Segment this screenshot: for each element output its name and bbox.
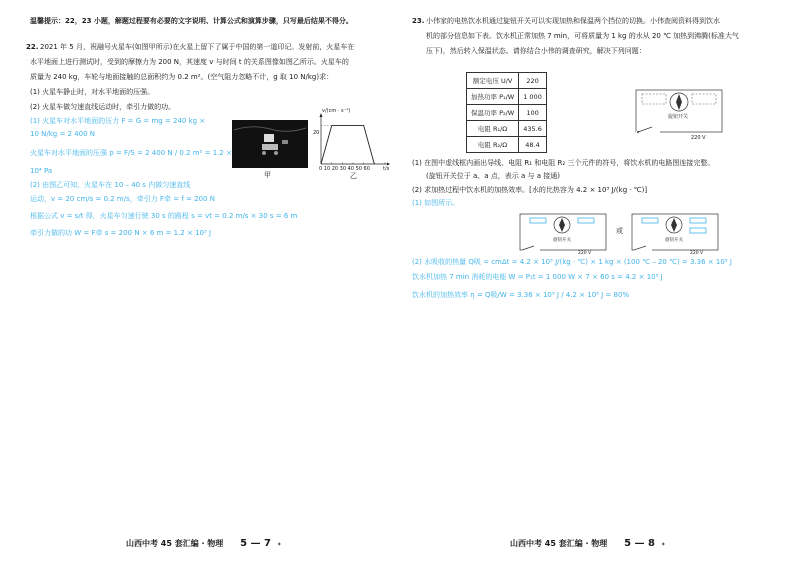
x-axis-label: t/s [383, 166, 390, 172]
q22-answer-line: (1) 火星车对水平地面的压力 F = G = mg = 240 kg × [30, 117, 206, 125]
resistor-r2-icon [578, 218, 594, 223]
table-cell: 48.4 [519, 137, 547, 153]
q23-sub-line: (2) 求加热过程中饮水机的加热效率。[水的比热容为 4.2 × 10³ J/(kg · ℃)] [412, 186, 648, 194]
exam-notice: 温馨提示：22，23 小题，解题过程要有必要的文字说明、计算公式和演算步骤，只写最后结果不得分。 [30, 17, 353, 25]
q22-answer-line: 运动，v = 20 cm/s = 0.2 m/s，牵引力 F牵 = f = 200 N [30, 195, 215, 203]
velocity-time-chart [315, 112, 395, 172]
figure-jia-caption: 甲 [264, 171, 271, 179]
answer-circuit-2 [628, 208, 724, 258]
table-row [467, 89, 547, 105]
table-cell: 电阻 R₁/Ω [467, 121, 519, 137]
footer-title: 山西中考 45 套汇编 · 物理 [510, 539, 608, 548]
answer-voltage-label: 220 V [690, 251, 704, 256]
q23-answer-2-line: 饮水机的加热效率 η = Q吸/W = 3.36 × 10⁵ J / 4.2 × 10⁵ J = 80% [412, 291, 630, 299]
q22-answer-line: 10⁴ Pa [30, 167, 53, 175]
y-tick-label: 20 [313, 130, 320, 136]
q23-answer-2-line: (2) 水吸收的热量 Q吸 = cmΔt = 4.2 × 10³ J/(kg · ℃) × 1 kg × (100 ℃ – 20 ℃) = 3.36 × 10⁵ J [412, 258, 732, 266]
figure-yi-caption: 乙 [350, 172, 357, 180]
table-cell: 电阻 R₂/Ω [467, 137, 519, 153]
table-cell: 额定电压 U/V [467, 73, 519, 89]
page-number: 5 — 8 [624, 538, 655, 549]
q23-answer-2-line: 饮水机加热 7 min 消耗的电能 W = P₁t = 1 000 W × 7 × 60 s = 4.2 × 10⁵ J [412, 273, 663, 281]
rover-silhouette [232, 120, 308, 168]
or-text: 或 [616, 227, 623, 235]
table-cell: 1 000 [519, 89, 547, 105]
q22-stem-line: 水平地面上进行测试时，受到的摩擦力为 200 N，其速度 v 与时间 t 的关系图像如图乙所示。火星车的 [30, 58, 349, 66]
q22-stem-line: (2) 火星车做匀速直线运动时，牵引力做的功。 [30, 103, 176, 111]
table-cell: 435.6 [519, 121, 547, 137]
q22-answer-line: 根据公式 v = s/t 得，火星车匀速行驶 30 s 的路程 s = vt = 0.2 m/s × 30 s = 6 m [30, 212, 298, 220]
y-axis-label: v/(cm · s⁻¹) [322, 108, 351, 114]
q23-sub-line: (旋钮开关位于 a、a 点，表示 a 与 a 接通) [426, 172, 560, 180]
answer-switch-label: 旋钮开关 [553, 238, 571, 243]
q22-answer-line: 牵引力做的功 W = F牵 s = 200 N × 6 m = 1.2 × 10³ J [30, 229, 212, 237]
resistor-r1-icon [642, 218, 658, 223]
circuit-voltage-label: 220 V [691, 135, 706, 141]
table-cell: 100 [519, 105, 547, 121]
q22-stem-line: 2021 年 5 月，祝融号火星车(如图甲所示)在火星上留下了属于中国的第一道印记。发射前，火星车在 [40, 43, 355, 51]
table-row [467, 121, 547, 137]
x-tick-labels: 0 10 20 30 40 50 60 [319, 166, 370, 172]
q22-stem-line: (1) 火星车静止时，对水平地面的压强。 [30, 88, 155, 96]
table-cell: 220 [519, 73, 547, 89]
footer-right [510, 538, 665, 549]
answer-circuit-1 [516, 208, 612, 258]
table-row [467, 105, 547, 121]
footer-left [126, 538, 281, 549]
switch-pivot [637, 131, 639, 133]
q23-answer-1: (1) 如图所示。 [412, 199, 460, 207]
resistor-r2-icon [690, 218, 706, 223]
dashed-box [642, 94, 666, 104]
q23-stem-line: 机的部分信息如下表。饮水机正常加热 7 min，可将质量为 1 kg 的水从 20 ℃ 加热到沸腾(标准大气 [426, 32, 739, 40]
q23-stem-line: 小伟家的电热饮水机通过旋钮开关可以实现加热和保温两个挡位的切换。小伟查阅资料得到饮水 [426, 17, 720, 25]
circuit-diagram [630, 82, 730, 138]
dashed-box [692, 94, 716, 104]
q22-stem-line: 质量为 240 kg，车轮与地面接触的总面积约为 0.2 m²。(空气阻力忽略不计，g 取 10 N/kg)求： [30, 73, 334, 81]
footer-title: 山西中考 45 套汇编 · 物理 [126, 539, 224, 548]
q23-number: 23. [412, 17, 425, 25]
right-page [400, 0, 800, 569]
table-row [467, 73, 547, 89]
publisher-logo-icon: ◈ [277, 540, 281, 546]
table-cell: 保温功率 P₂/W [467, 105, 519, 121]
q23-stem-line: 压下)，然后转入保温状态。请你结合小伟的调查研究，解决下列问题： [426, 47, 646, 55]
table-row [467, 137, 547, 153]
publisher-logo-icon: ◈ [661, 540, 665, 546]
series-line [321, 126, 374, 164]
resistor-r2-alt-icon [690, 228, 706, 233]
q22-answer-line: (2) 由图乙可知，火星车在 10 – 40 s 内做匀速直线 [30, 181, 191, 189]
q22-answer-line: 10 N/kg = 2 400 N [30, 130, 96, 138]
parameter-table [466, 72, 547, 153]
q22-number: 22. [26, 43, 39, 51]
page-number: 5 — 7 [240, 538, 271, 549]
resistor-r1-icon [530, 218, 546, 223]
answer-voltage-label: 220 V [578, 251, 592, 256]
answer-switch-label: 旋钮开关 [665, 238, 683, 243]
q23-sub-line: (1) 在图中虚线框内画出导线、电阻 R₁ 和电阻 R₂ 三个元件的符号，将饮水机的电路图连接完整。 [412, 159, 715, 167]
q22-answer-line: 火星车对水平地面的压强 p = F/S = 2 400 N / 0.2 m² = 1.2 × [30, 149, 232, 157]
table-cell: 加热功率 P₁/W [467, 89, 519, 105]
circuit-switch-label: 旋钮开关 [668, 114, 689, 120]
mars-rover-photo [232, 120, 308, 168]
